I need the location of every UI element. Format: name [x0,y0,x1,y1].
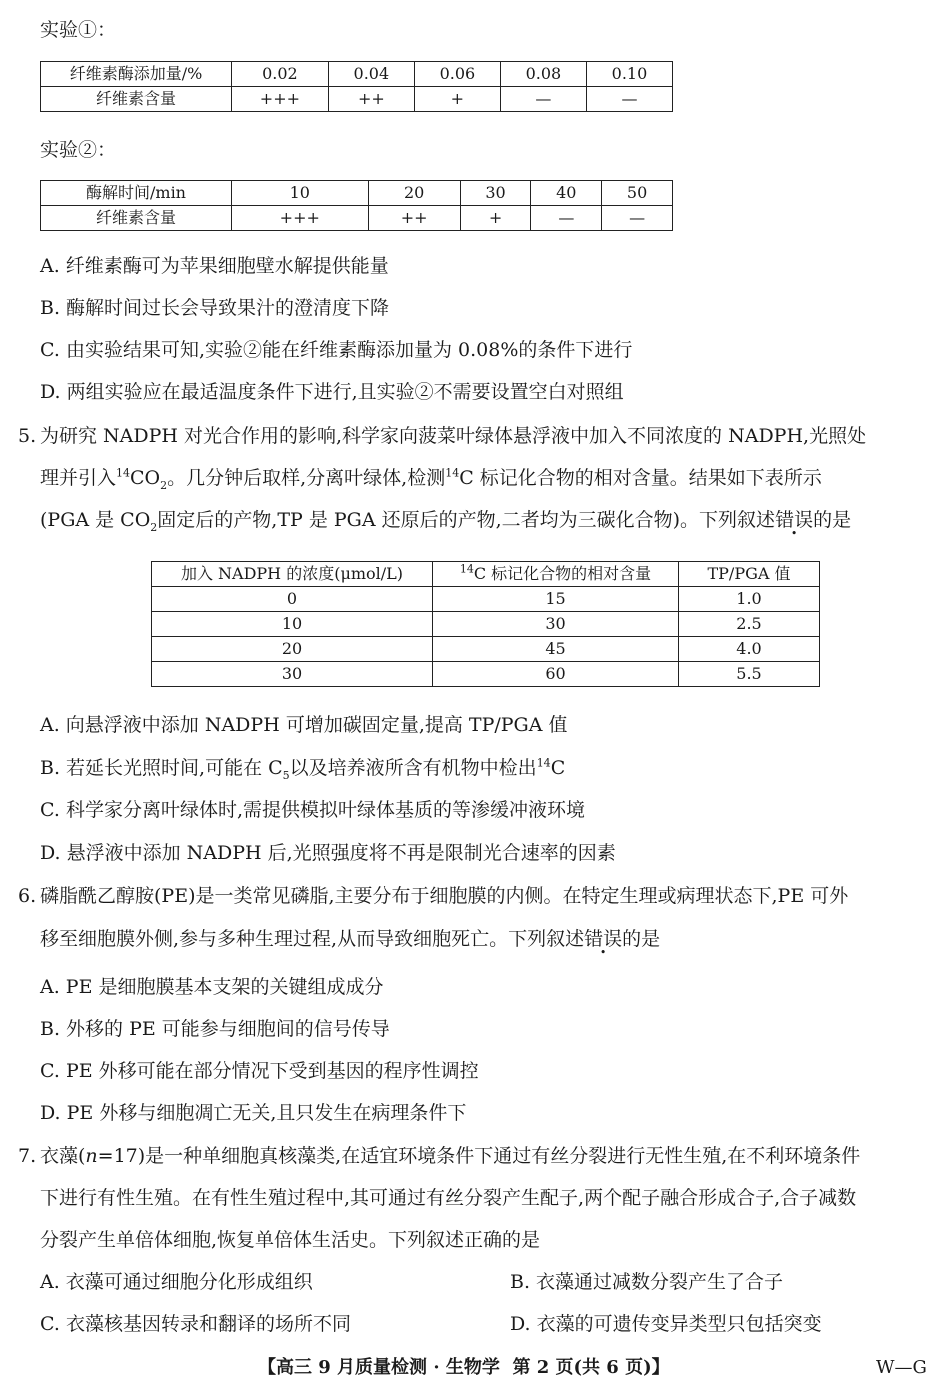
q4-option-b: B. 酶解时间过长会导致果汁的澄清度下降 [40,297,390,319]
table-cell: — [500,87,586,112]
table-row [41,206,673,231]
table-cell: + [414,87,500,112]
table-cell: 50 [602,181,673,206]
table-row [152,587,820,612]
table-row [41,62,673,87]
table-cell: — [586,87,672,112]
exp1-table [40,61,673,112]
table-cell: 5.5 [679,662,820,687]
table-cell: — [531,206,602,231]
table-cell: 15 [433,587,679,612]
q5-stem-line1: 为研究 NADPH 对光合作用的影响,科学家向菠菜叶绿体悬浮液中加入不同浓度的 NADPH,光照处 [40,425,867,447]
table-cell: — [602,206,673,231]
table-row [41,181,673,206]
table-header-cell: TP/PGA 值 [679,562,820,587]
exp2-label: 实验②： [40,139,117,161]
table-cell: 2.5 [679,612,820,637]
q6-option-c: C. PE 外移可能在部分情况下受到基因的程序性调控 [40,1060,479,1082]
q5-table [151,561,820,687]
table-row [41,87,673,112]
table-cell: +++ [232,206,369,231]
table-cell: 0 [152,587,433,612]
table-header-cell: 纤维素含量 [41,87,232,112]
table-row [152,612,820,637]
q4-option-a: A. 纤维素酶可为苹果细胞壁水解提供能量 [40,255,389,277]
table-cell: 0.04 [328,62,414,87]
footer-code: W—G [876,1357,927,1378]
q7-number: 7. [18,1145,37,1167]
exp2-table [40,180,673,231]
table-cell: 0.02 [232,62,329,87]
q7-stem-line3: 分裂产生单倍体细胞,恢复单倍体生活史。下列叙述正确的是 [40,1229,541,1251]
q7-stem-line2: 下进行有性生殖。在有性生殖过程中,其可通过有丝分裂产生配子,两个配子融合形成合子,合子减数 [40,1187,857,1209]
table-cell: 30 [152,662,433,687]
q4-option-c: C. 由实验结果可知,实验②能在纤维素酶添加量为 0.08%的条件下进行 [40,339,633,361]
table-cell: 20 [368,181,460,206]
table-cell: + [460,206,531,231]
table-header-cell: 纤维素含量 [41,206,232,231]
page-footer [0,1353,950,1383]
q6-number: 6. [18,885,37,907]
q5-stem-line2: 理并引入$^{14}CO_2$。几分钟后取样,分离叶绿体,检测$^{14}$C 标记化合物的相对含量。结果如下表所示 [40,466,822,492]
q5-option-b: B. 若延长光照时间,可能在 $C_5$以及培养液所含有机物中检出$^{14}$C [40,756,566,782]
table-cell: 30 [460,181,531,206]
q5-number: 5. [18,425,37,447]
table-cell: ++ [328,87,414,112]
footer-title: 【高三 9 月质量检测 · 生物学 第 2 页(共 6 页)】 [258,1357,670,1378]
table-cell: 40 [531,181,602,206]
q6-stem-line1: 磷脂酰乙醇胺(PE)是一类常见磷脂,主要分布于细胞膜的内侧。在特定生理或病理状态下,PE 可外 [40,885,849,907]
table-cell: 4.0 [679,637,820,662]
table-cell: 20 [152,637,433,662]
table-header-cell: 酶解时间/min [41,181,232,206]
q6-option-b: B. 外移的 PE 可能参与细胞间的信号传导 [40,1018,390,1040]
table-cell: 10 [152,612,433,637]
q7-option-d: D. 衣藻的可遗传变异类型只包括突变 [510,1313,822,1335]
q5-stem-line3: (PGA 是 $CO_2$固定后的产物,TP 是 PGA 还原后的产物,二者均为三碳化合物)。下列叙述错误的是 [40,509,852,534]
q5-option-d: D. 悬浮液中添加 NADPH 后,光照强度将不再是限制光合速率的因素 [40,842,616,864]
table-row [152,662,820,687]
q6-stem-line2: 移至细胞膜外侧,参与多种生理过程,从而导致细胞死亡。下列叙述错误的是 [40,928,661,950]
table-cell: 1.0 [679,587,820,612]
table-header-cell: $^{14}$C 标记化合物的相对含量 [433,562,679,587]
table-cell: 45 [433,637,679,662]
q7-stem-line1: 衣藻(n=17)是一种单细胞真核藻类,在适宜环境条件下通过有丝分裂进行无性生殖,在不利环境条件 [40,1145,861,1167]
table-cell: 0.08 [500,62,586,87]
exp1-label: 实验①： [40,19,117,41]
q6-option-a: A. PE 是细胞膜基本支架的关键组成成分 [40,976,384,998]
table-row [152,562,820,587]
table-row [152,637,820,662]
q5-option-a: A. 向悬浮液中添加 NADPH 可增加碳固定量,提高 TP/PGA 值 [40,714,568,736]
table-cell: 10 [232,181,369,206]
q7-option-b: B. 衣藻通过减数分裂产生了合子 [510,1271,784,1293]
q5-option-c: C. 科学家分离叶绿体时,需提供模拟叶绿体基质的等渗缓冲液环境 [40,799,585,821]
table-cell: ++ [368,206,460,231]
table-cell: 0.06 [414,62,500,87]
q7-option-c: C. 衣藻核基因转录和翻译的场所不同 [40,1313,351,1335]
table-header-cell: 加入 NADPH 的浓度(μmol/L) [152,562,433,587]
q7-option-a: A. 衣藻可通过细胞分化形成组织 [40,1271,313,1293]
q4-option-d: D. 两组实验应在最适温度条件下进行,且实验②不需要设置空白对照组 [40,381,624,403]
table-cell: 60 [433,662,679,687]
table-cell: 30 [433,612,679,637]
table-cell: 0.10 [586,62,672,87]
table-cell: +++ [232,87,329,112]
table-header-cell: 纤维素酶添加量/% [41,62,232,87]
q6-option-d: D. PE 外移与细胞凋亡无关,且只发生在病理条件下 [40,1102,467,1124]
